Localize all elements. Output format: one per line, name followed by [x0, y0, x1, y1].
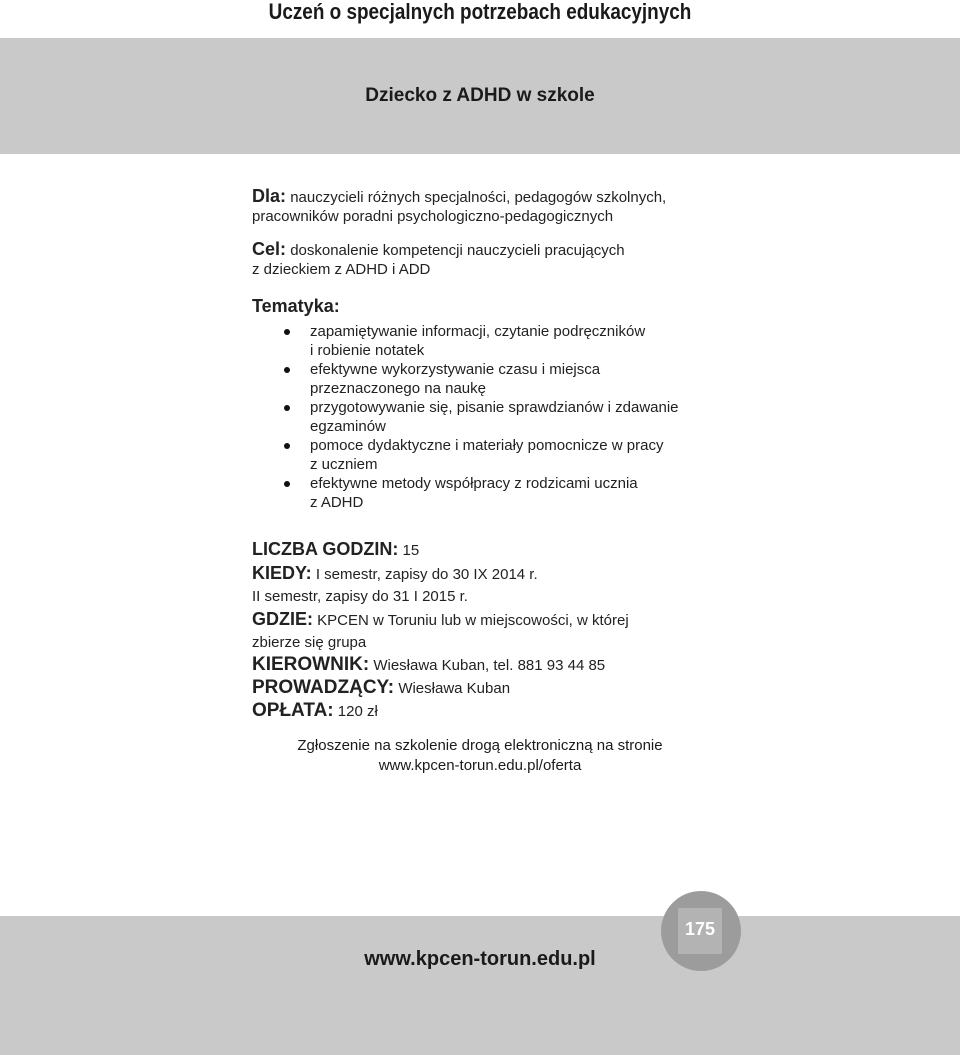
- topic-line2: z uczniem: [310, 456, 378, 473]
- bullet-icon: [284, 329, 290, 335]
- fee-label: OPŁATA:: [252, 700, 334, 721]
- when-row: [252, 562, 722, 586]
- where-label: GDZIE:: [252, 609, 313, 629]
- topic-item: [252, 398, 722, 436]
- goal-text-line2: z dzieckiem z ADHD i ADD: [252, 261, 431, 278]
- hours-label: LICZBA GODZIN:: [252, 539, 399, 559]
- lead-row: [252, 677, 722, 700]
- footer-band: [0, 916, 960, 1055]
- footer-url[interactable]: www.kpcen-torun.edu.pl: [364, 948, 596, 970]
- signup-line1: Zgłoszenie na szkolenie drogą elektroniczną na stronie: [297, 737, 663, 754]
- bullet-icon: [284, 367, 290, 373]
- topic-line2: egzaminów: [310, 418, 386, 435]
- topic-item: [252, 436, 722, 474]
- where-value-line2: zbierze się grupa: [252, 634, 367, 651]
- audience-text-line1: nauczycieli różnych specjalności, pedagogów szkolnych,: [290, 189, 667, 206]
- topic-line2: z ADHD: [310, 494, 364, 511]
- topic-line1: pomoce dydaktyczne i materiały pomocnicze w pracy: [310, 437, 664, 454]
- manager-value: Wiesława Kuban, tel. 881 93 44 85: [373, 657, 606, 674]
- topic-item: [252, 474, 722, 512]
- fee-value: 120 zł: [337, 703, 378, 720]
- goal-label: Cel:: [252, 239, 287, 259]
- topic-line2: przeznaczonego na naukę: [310, 380, 486, 397]
- where-value-line1: KPCEN w Toruniu lub w miejscowości, w której: [317, 612, 629, 629]
- signup-link[interactable]: www.kpcen-torun.edu.pl/oferta: [378, 757, 582, 774]
- hours-value: 15: [402, 542, 420, 559]
- bullet-icon: [284, 405, 290, 411]
- topics-label: Tematyka:: [252, 296, 340, 316]
- topic-line1: zapamiętywanie informacji, czytanie podręczników: [310, 323, 646, 340]
- topic-item: [252, 322, 722, 360]
- page-number: 175: [678, 908, 722, 954]
- when-value-line2: II semestr, zapisy do 31 I 2015 r.: [252, 588, 468, 605]
- topic-item: [252, 360, 722, 398]
- signup-note: [260, 736, 700, 776]
- header-band: [0, 38, 960, 154]
- bullet-icon: [284, 481, 290, 487]
- topic-line1: przygotowywanie się, pisanie sprawdzianów i zdawanie: [310, 399, 679, 416]
- topic-line1: efektywne metody współpracy z rodzicami ucznia: [310, 475, 638, 492]
- topic-line2: i robienie notatek: [310, 342, 425, 359]
- when-label: KIEDY:: [252, 563, 312, 583]
- course-title: Dziecko z ADHD w szkole: [365, 85, 595, 106]
- course-content: [252, 187, 722, 723]
- lead-value: Wiesława Kuban: [398, 680, 511, 697]
- topic-line1: efektywne wykorzystywanie czasu i miejsca: [310, 361, 601, 378]
- topics-list: [252, 322, 722, 512]
- lead-label: PROWADZĄCY:: [252, 677, 395, 698]
- audience-section: [252, 187, 722, 226]
- manager-row: [252, 654, 722, 677]
- goal-section: [252, 240, 722, 279]
- manager-label: KIEROWNIK:: [252, 654, 370, 675]
- when-value-line1: I semestr, zapisy do 30 IX 2014 r.: [315, 566, 538, 583]
- goal-text-line1: doskonalenie kompetencji nauczycieli pracujących: [290, 242, 625, 259]
- where-row: [252, 608, 722, 632]
- bullet-icon: [284, 443, 290, 449]
- course-details: [252, 538, 722, 723]
- audience-text-line2: pracowników poradni psychologiczno-pedagogicznych: [252, 208, 614, 225]
- hours-row: [252, 538, 722, 562]
- fee-row: [252, 700, 722, 723]
- audience-label: Dla:: [252, 186, 287, 206]
- document-top-title: Uczeń o specjalnych potrzebach edukacyjnych: [268, 0, 692, 24]
